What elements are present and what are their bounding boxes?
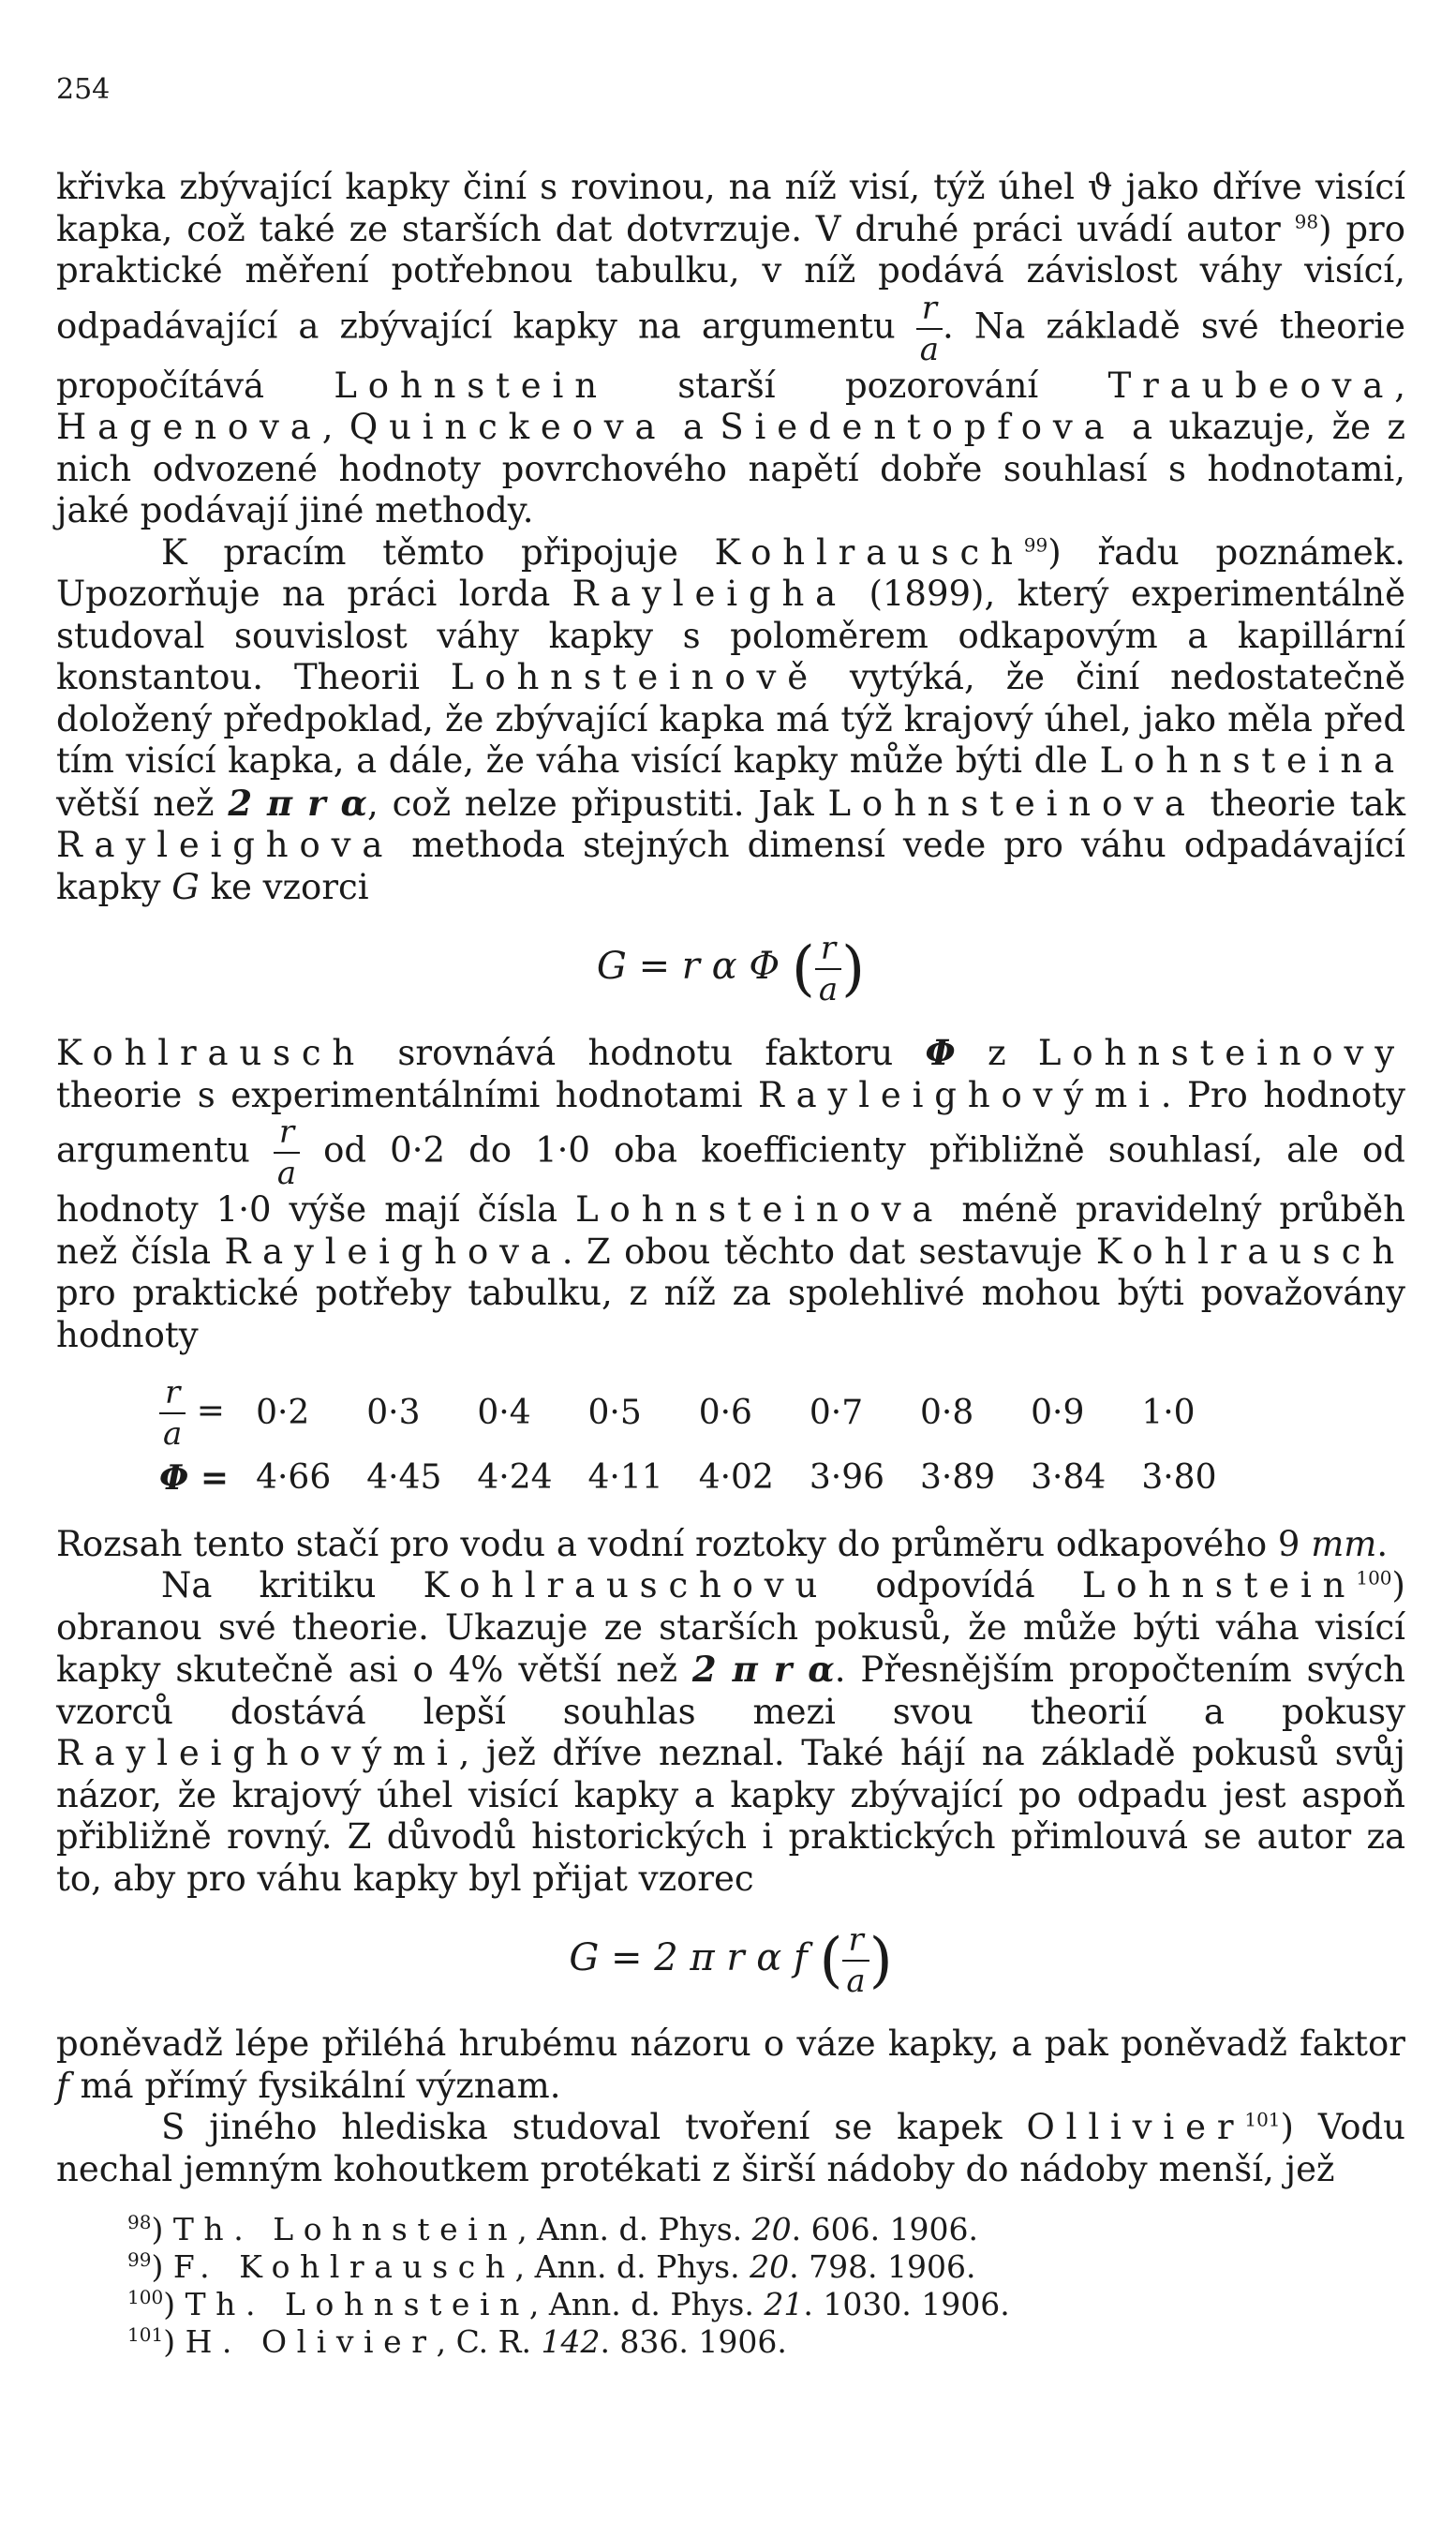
formula-1: G = r α Φ ( $\frac{r}{a}$ ) — [596, 930, 866, 1008]
paragraph-7: S jiného hlediska studoval tvoření se kapek Ollivier$^{101}$) Vodu nechal jemným kohoutkem protékati z širší nádoby do nádoby menší, jež — [56, 2107, 1406, 2189]
table-row-phi: Φ = 4·66 4·45 4·24 4·11 4·02 3·96 3·89 3·84 3·80 — [159, 1458, 1217, 1498]
footnote: $^{100}$) Th. Lohnstein, Ann. d. Phys. 21. 1030. 1906. — [127, 2286, 1010, 2322]
formula-2: G = 2 π r α f ( $\frac{r}{a}$ ) — [569, 1921, 893, 2000]
footnote: $^{99}$) F. Kohlrausch, Ann. d. Phys. 20. 798. 1906. — [127, 2248, 976, 2285]
footnotes — [56, 2211, 1405, 2361]
page-number: 254 — [56, 73, 111, 106]
paragraph-3: Kohlrausch srovnává hodnotu faktoru Φ z Lohnsteinovy theorie s experimentálními hodnotami Rayleighovými. Pro hodnoty argumentu $\frac{r}{a}$ od 0·2 do 1·0 oba koefficienty přibližně souhlasí, ale od hodnoty 1·0 výše mají čísla Lohnsteinova méně pravidelný průběh než čísla Rayleighova. Z obou těchto dat sestavuje Kohlrausch pro praktické potřeby tabulku, z níž za spolehlivé mohou býti považovány hodnoty — [56, 1032, 1405, 1355]
paragraph-2: K pracím těmto připojuje Kohlrausch$^{99}$) řadu poznámek. Upozorňuje na práci lorda Rayleigha (1899), který experimentálně studoval souvislost váhy kapky s poloměrem odkapovým a kapillární konstantou. Theorii Lohnsteinově vytýká, že činí nedostatečně doložený předpoklad, že zbývající kapka má týž krajový úhel, jako měla před tím visící kapka, a dále, že váha visící kapky může býti dle Lohnsteina větší než 2 π r α, což nelze připustiti. Jak Lohnsteinova theorie tak Rayleighova methoda stejných dimensí vede pro váhu odpadávající kapky G ke vzorci — [56, 531, 1406, 907]
paragraph-6: poněvadž lépe přiléhá hrubému názoru o váze kapky, a pak poněvadž faktor f má přímý fysikální význam. — [56, 2023, 1405, 2106]
values-table — [159, 1373, 1234, 1503]
fraction-r-over-a: $\frac{r}{a}$ — [916, 292, 943, 366]
paragraph-5: Na kritiku Kohlrauschovu odpovídá Lohnstein$^{100}$) obranou své theorie. Ukazuje ze starších pokusů, že může býti váha visící kapky skutečně asi o 4% větší než 2 π r α. Přesnějším propočtením svých vzorců dostává lepší souhlas mezi svou theorií a pokusy Rayleighovými, jež dříve neznal. Také hájí na základě pokusů svůj názor, že krajový úhel visící kapky a kapky zbývající po odpadu jest aspoň přibližně rovný. Z důvodů historických i praktických přimlouvá se autor za to, aby pro váhu kapky byl přijat vzorec — [56, 1565, 1405, 1899]
table-row-r-over-a: $\frac{r}{a}$ = 0·2 0·3 0·4 0·5 0·6 0·7 0·8 0·9 1·0 — [159, 1373, 1234, 1454]
article-body — [56, 167, 1405, 2361]
footnote: $^{98}$) Th. Lohnstein, Ann. d. Phys. 20. 606. 1906. — [127, 2211, 979, 2247]
paragraph-4: Rozsah tento stačí pro vodu a vodní roztoky do průměru odkapového 9 mm. — [56, 1523, 1389, 1564]
paragraph-1: křivka zbývající kapky činí s rovinou, na níž visí, týž úhel ϑ jako dříve visící kapka, což také ze starších dat dotvrzuje. V druhé práci uvádí autor $^{98}$) pro praktické měření potřebnou tabulku, v níž podává závislost váhy visící, odpadávající a zbývající kapky na argumentu $\frac{r}{a}$ . Na základě své theorie propočítává Lohnstein starší pozorování Traubeova, Hagenova, Quinckeova a Siedentopfova a ukazuje, že z nich odvozené hodnoty povrchového napětí dobře souhlasí s hodnotami, jaké podávají jiné methody. — [56, 167, 1405, 530]
footnote: $^{101}$) H. Olivier, C. R. 142. 836. 1906. — [127, 2323, 787, 2360]
